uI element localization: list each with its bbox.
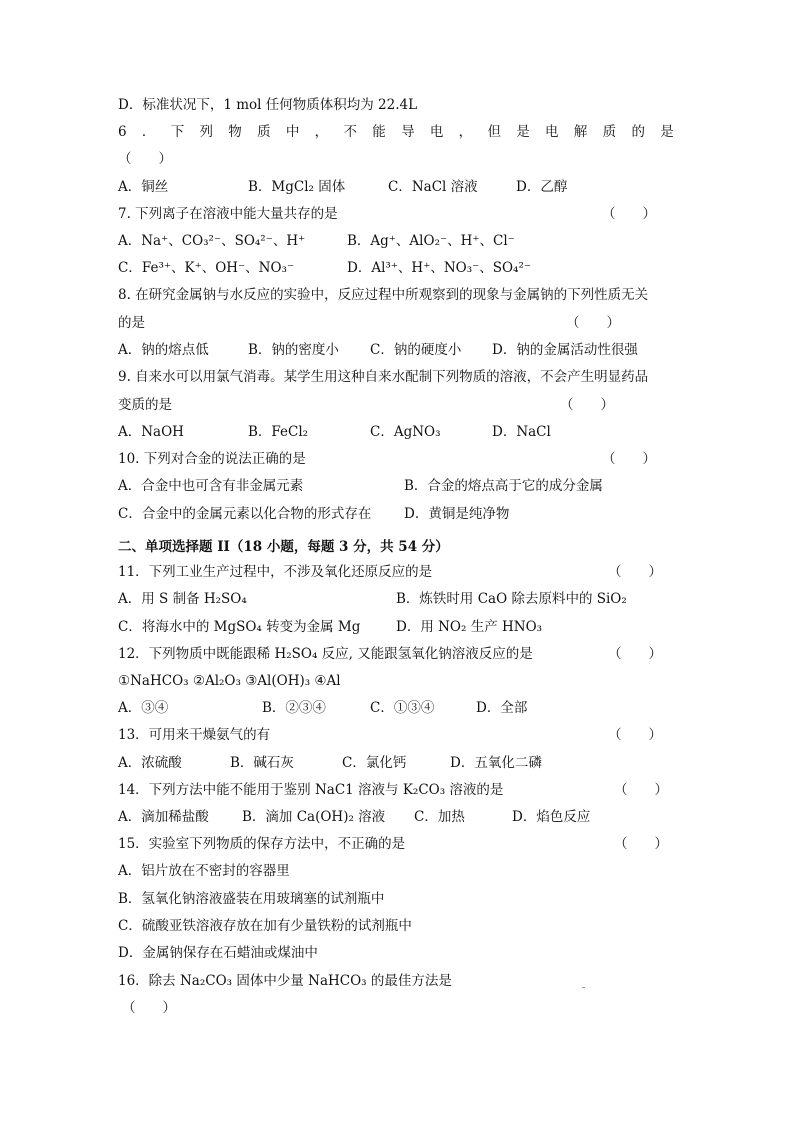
q12-items: ①NaHCO₃ ②Al₂O₃ ③Al(OH)₃ ④Al bbox=[118, 673, 341, 689]
q6-option-d: D．乙醇 bbox=[516, 179, 568, 195]
q10-answer-bracket: （ ） bbox=[602, 451, 656, 467]
q15-option-a: A．铝片放在不密封的容器里 bbox=[118, 863, 290, 879]
q8-stem-line1: 8. 在研究金属钠与水反应的实验中，反应过程中所观察到的现象与金属钠的下列性质无关 bbox=[118, 287, 649, 303]
q10-option-b: B．合金的熔点高于它的成分金属 bbox=[404, 478, 603, 494]
q7-answer-bracket: （ ） bbox=[602, 206, 656, 222]
q16-stem: 16．除去 Na₂CO₃ 固体中少量 NaHCO₃ 的最佳方法是 bbox=[118, 973, 452, 989]
q6-stem-char: ， bbox=[458, 124, 473, 140]
q6-stem-char: 是 bbox=[660, 124, 674, 140]
q14-answer-bracket: （ ） bbox=[614, 782, 668, 798]
q15-stem: 15．实验室下列物质的保存方法中，不正确的是 bbox=[118, 836, 406, 852]
q6-stem-char: 下 bbox=[170, 124, 185, 140]
q8-answer-bracket: （ ） bbox=[566, 315, 620, 331]
q12-option-b: B．②③④ bbox=[262, 700, 326, 716]
q10-option-c: C．合金中的金属元素以化合物的形式存在 bbox=[118, 506, 372, 522]
q5-option-d: D．标准状况下，1 mol 任何物质体积均为 22.4L bbox=[118, 97, 418, 113]
q6-option-c: C．NaCl 溶液 bbox=[388, 179, 478, 195]
q15-option-c: C．硫酸亚铁溶液存放在加有少量铁粉的试剂瓶中 bbox=[118, 918, 412, 934]
q8-option-c: C．钠的硬度小 bbox=[370, 342, 462, 358]
q11-option-c: C．将海水中的 MgSO₄ 转变为金属 Mg bbox=[118, 619, 361, 635]
q9-stem-line1: 9. 自来水可以用氯气消毒。某学生用这种自来水配制下列物质的溶液，不会产生明显药品 bbox=[118, 369, 649, 385]
q11-stem: 11．下列工业生产过程中，不涉及氧化还原反应的是 bbox=[118, 564, 433, 580]
q7-option-d: D．Al³⁺、H⁺、NO₃⁻、SO₄²⁻ bbox=[347, 260, 532, 276]
q13-answer-bracket: （ ） bbox=[608, 727, 662, 743]
q7-stem: 7. 下列离子在溶液中能大量共存的是 bbox=[118, 206, 338, 222]
q7-option-b: B．Ag⁺、AlO₂⁻、H⁺、Cl⁻ bbox=[347, 233, 515, 249]
q6-stem-char: ， bbox=[314, 124, 329, 140]
q6-stem-char: 是 bbox=[516, 124, 530, 140]
q6-stem-char: 中 bbox=[285, 124, 300, 140]
q8-option-a: A．钠的熔点低 bbox=[118, 342, 209, 358]
q6-option-a: A．铜丝 bbox=[118, 179, 169, 195]
stray-mark bbox=[582, 987, 585, 988]
q13-option-d: D．五氧化二磷 bbox=[450, 755, 542, 771]
q12-option-a: A．③④ bbox=[118, 700, 169, 716]
q14-stem: 14．下列方法中能不能用于鉴别 NaC1 溶液与 K₂CO₃ 溶液的是 bbox=[118, 782, 504, 798]
q6-stem-char: 不 bbox=[343, 124, 357, 140]
section-heading: 二、单项选择题 II（18 小题，每题 3 分，共 54 分） bbox=[118, 539, 449, 555]
q6-stem-char: 列 bbox=[199, 124, 213, 140]
q7-option-a: A．Na⁺、CO₃²⁻、SO₄²⁻、H⁺ bbox=[118, 233, 306, 249]
q14-option-d: D．焰色反应 bbox=[512, 809, 591, 825]
q9-option-b: B．FeCl₂ bbox=[248, 424, 309, 440]
q10-option-a: A．合金中也可含有非金属元素 bbox=[118, 478, 304, 494]
q6-stem bbox=[118, 123, 674, 141]
q14-option-c: C．加热 bbox=[414, 809, 465, 825]
q6-stem-char: 解 bbox=[573, 124, 588, 140]
q6-stem-char: 能 bbox=[372, 124, 386, 140]
q13-option-a: A．浓硫酸 bbox=[118, 755, 182, 771]
q6-stem-char: ． bbox=[141, 124, 156, 140]
q7-option-c: C．Fe³⁺、K⁺、OH⁻、NO₃⁻ bbox=[118, 260, 295, 276]
q10-option-d: D．黄铜是纯净物 bbox=[404, 506, 510, 522]
q11-option-b: B．炼铁时用 CaO 除去原料中的 SiO₂ bbox=[396, 591, 627, 607]
q16-answer-bracket: （ ） bbox=[122, 1000, 176, 1016]
q12-option-d: D．全部 bbox=[476, 700, 528, 716]
q12-option-c: C．①③④ bbox=[370, 700, 435, 716]
q6-stem-char: 质 bbox=[602, 124, 617, 140]
q6-stem-char: 6 bbox=[118, 124, 127, 140]
q9-option-c: C．AgNO₃ bbox=[370, 424, 441, 440]
q6-option-b: B．MgCl₂ 固体 bbox=[248, 179, 346, 195]
q13-option-c: C．氯化钙 bbox=[342, 755, 407, 771]
q15-option-d: D．金属钠保存在石蜡油或煤油中 bbox=[118, 945, 318, 961]
q8-stem-line2: 的是 bbox=[118, 315, 145, 331]
q6-stem-char: 的 bbox=[631, 124, 645, 140]
q6-stem-char: 电 bbox=[429, 124, 444, 140]
q11-answer-bracket: （ ） bbox=[608, 564, 662, 580]
q6-stem-char: 导 bbox=[401, 124, 415, 140]
q9-option-a: A．NaOH bbox=[118, 424, 184, 440]
q10-stem: 10. 下列对合金的说法正确的是 bbox=[118, 451, 306, 467]
q9-answer-bracket: （ ） bbox=[560, 397, 614, 413]
q12-stem: 12．下列物质中既能跟稀 H₂SO₄ 反应, 又能跟氢氧化钠溶液反应的是 bbox=[118, 646, 533, 662]
q13-option-b: B．碱石灰 bbox=[230, 755, 294, 771]
q14-option-b: B．滴加 Ca(OH)₂ 溶液 bbox=[242, 809, 386, 825]
q12-answer-bracket: （ ） bbox=[608, 646, 662, 662]
q11-option-a: A．用 S 制备 H₂SO₄ bbox=[118, 591, 247, 607]
q6-stem-char: 物 bbox=[228, 124, 242, 140]
q11-option-d: D．用 NO₂ 生产 HNO₃ bbox=[396, 619, 543, 635]
q15-answer-bracket: （ ） bbox=[614, 836, 668, 852]
q8-option-d: D．钠的金属活动性很强 bbox=[492, 342, 638, 358]
q6-stem-char: 电 bbox=[545, 124, 559, 140]
q6-stem-char: 但 bbox=[487, 124, 501, 140]
q9-option-d: D．NaCl bbox=[492, 424, 551, 440]
q13-stem: 13．可用来干燥氨气的有 bbox=[118, 727, 271, 743]
q6-answer-bracket: （ ） bbox=[118, 151, 172, 167]
q9-stem-line2: 变质的是 bbox=[118, 397, 172, 413]
q15-option-b: B．氢氧化钠溶液盛装在用玻璃塞的试剂瓶中 bbox=[118, 891, 385, 907]
q14-option-a: A．滴加稀盐酸 bbox=[118, 809, 209, 825]
q8-option-b: B．钠的密度小 bbox=[248, 342, 339, 358]
q6-stem-char: 质 bbox=[257, 124, 271, 140]
